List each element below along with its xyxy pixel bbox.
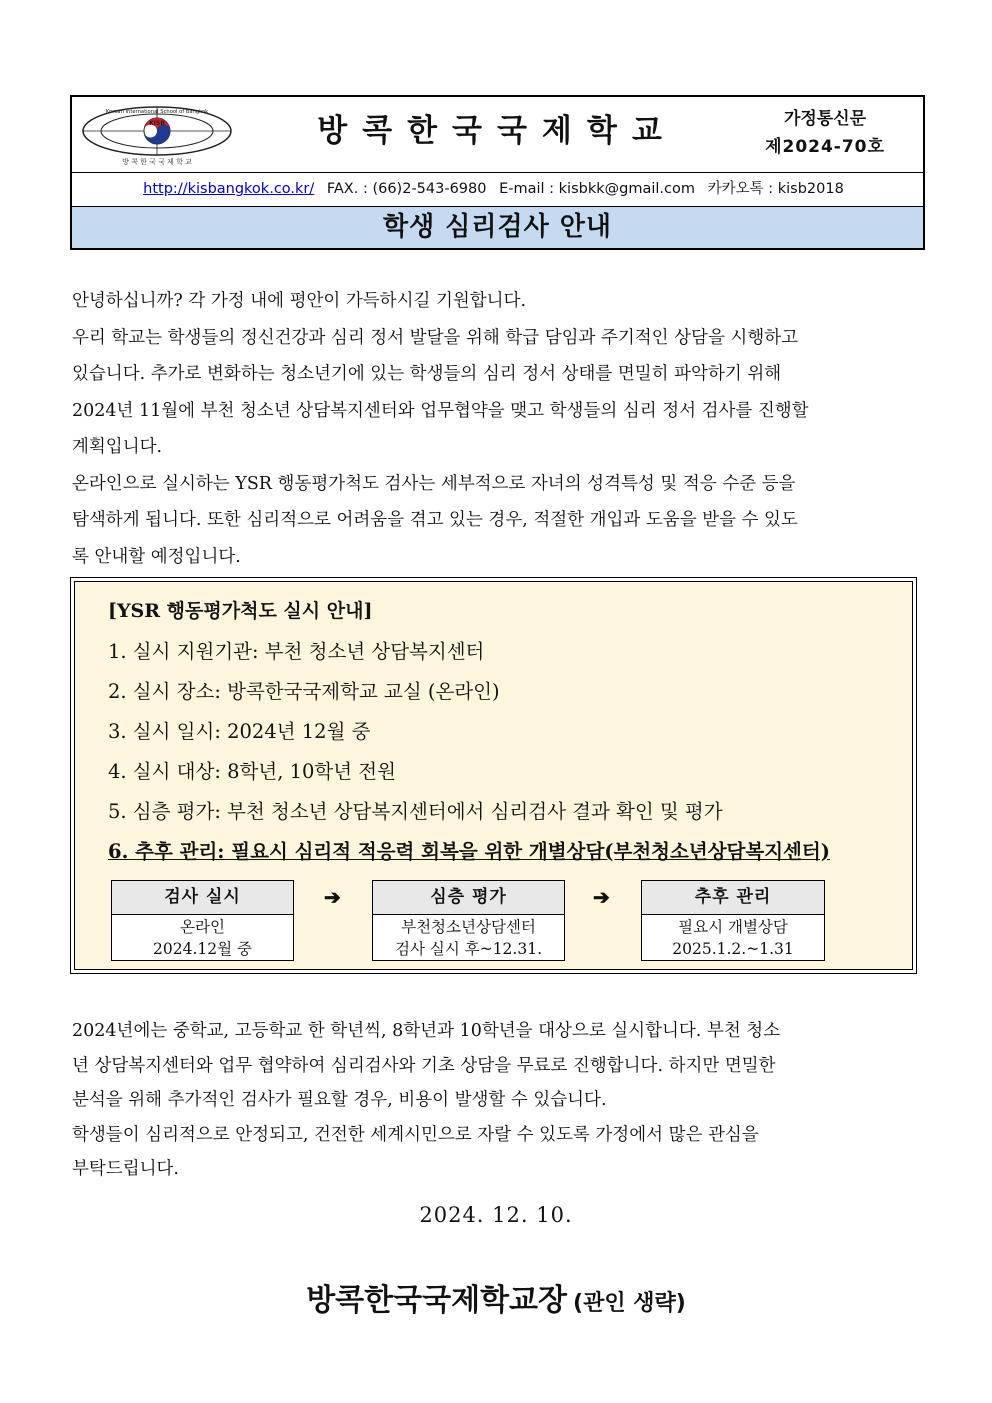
step-detail-line: 부천청소년상담센터 bbox=[401, 918, 536, 936]
principal-signature bbox=[0, 1275, 992, 1319]
ysr-info-panel bbox=[74, 581, 913, 970]
text-line: 학생들이 심리적으로 안정되고, 건전한 세계시민으로 자랄 수 있도록 가정에서 많은 관심을 bbox=[72, 1124, 759, 1145]
text-line: 년 상담복지센터와 업무 협약하여 심리검사와 기초 상담을 무료로 진행합니다. 하지만 면밀한 bbox=[72, 1055, 776, 1076]
text-line: 우리 학교는 학생들의 정신건강과 심리 정서 발달을 위해 학급 담임과 주기적인 상담을 시행하고 bbox=[72, 327, 799, 348]
text-line: 있습니다. 추가로 변화하는 청소년기에 있는 학생들의 심리 정서 상태를 면밀히 파악하기 위해 bbox=[72, 364, 782, 384]
info-item-evaluation: 5. 심층 평가: 부천 청소년 상담복지센터에서 심리검사 결과 확인 및 평가 bbox=[108, 800, 723, 823]
document-title: 학생 심리검사 안내 bbox=[72, 207, 923, 248]
info-item-followup: 6. 추후 관리: 필요시 심리적 적응력 회복을 위한 개별상담(부천청소년상담복지센터) bbox=[108, 840, 830, 863]
info-item-location: 2. 실시 장소: 방콕한국국제학교 교실 (온라인) bbox=[108, 680, 500, 703]
step-title: 심층 평가 bbox=[373, 881, 564, 915]
info-item-date: 3. 실시 일시: 2024년 12월 중 bbox=[108, 720, 371, 743]
step-box-test bbox=[111, 880, 294, 961]
intro-paragraphs bbox=[72, 283, 922, 575]
email-address: E-mail : kisbkk@gmail.com bbox=[499, 181, 695, 197]
website-link[interactable]: http://kisbangkok.co.kr/ bbox=[143, 181, 315, 197]
step-detail-line: 온라인 bbox=[180, 918, 225, 936]
newsletter-info bbox=[745, 105, 905, 161]
newsletter-header bbox=[70, 95, 925, 250]
contact-row bbox=[72, 172, 923, 207]
issue-date: 2024. 12. 10. bbox=[419, 1203, 573, 1227]
step-details bbox=[373, 915, 564, 960]
kakao-id: 카카오톡 : kisb2018 bbox=[707, 181, 844, 197]
info-item-target: 4. 실시 대상: 8학년, 10학년 전원 bbox=[108, 760, 396, 783]
arrow-right-icon: ➔ bbox=[324, 885, 341, 909]
closing-paragraphs bbox=[72, 1014, 922, 1187]
text-line: 2024년 11월에 부천 청소년 상담복지센터와 업무협약을 맺고 학생들의 심리 정서 검사를 진행할 bbox=[72, 400, 809, 421]
header-top-row bbox=[72, 97, 923, 173]
info-item-agency: 1. 실시 지원기관: 부천 청소년 상담복지센터 bbox=[108, 640, 485, 663]
step-details bbox=[112, 915, 293, 960]
fax-number: FAX. : (66)2-543-6980 bbox=[326, 181, 487, 197]
step-detail-line: 필요시 개별상담 bbox=[678, 918, 788, 936]
step-detail-line: 2024.12월 중 bbox=[153, 940, 252, 958]
arrow-right-icon: ➔ bbox=[593, 885, 610, 909]
ysr-info-box bbox=[70, 577, 917, 974]
text-line: 탐색하게 됩니다. 또한 심리적으로 어려움을 겪고 있는 경우, 적절한 개입과 도움을 받을 수 있도 bbox=[72, 510, 798, 530]
text-line: 부탁드립니다. bbox=[72, 1159, 179, 1179]
seal-note: (관인 생략) bbox=[573, 1291, 686, 1316]
text-line: 계획입니다. bbox=[72, 437, 163, 457]
step-detail-line: 2025.1.2.~1.31 bbox=[672, 940, 794, 958]
text-line: 2024년에는 중학교, 고등학교 한 학년씩, 8학년과 10학년을 대상으로 실시합니다. 부천 청소 bbox=[72, 1021, 781, 1041]
step-title: 추후 관리 bbox=[642, 881, 824, 915]
signature-name: 방콕한국국제학교장 bbox=[306, 1283, 568, 1318]
info-heading: [YSR 행동평가척도 실시 안내] bbox=[108, 600, 373, 622]
issue-number: 제2024-70호 bbox=[765, 137, 885, 157]
school-name: 방콕한국국제학교 bbox=[317, 113, 677, 149]
text-line: 온라인으로 실시하는 YSR 행동평가척도 검사는 세부적으로 자녀의 성격특성 및 적응 수준 등을 bbox=[72, 473, 796, 494]
step-box-followup bbox=[641, 880, 825, 961]
logo-abbreviation: KISB bbox=[149, 120, 165, 127]
text-line: 안녕하십니까? 각 가정 내에 평안이 가득하시길 기원합니다. bbox=[72, 291, 527, 311]
step-title: 검사 실시 bbox=[112, 881, 293, 915]
text-line: 분석을 위해 추가적인 검사가 필요할 경우, 비용이 발생할 수 있습니다. bbox=[72, 1090, 607, 1110]
step-details bbox=[642, 915, 824, 960]
newsletter-label: 가정통신문 bbox=[783, 109, 867, 129]
step-box-evaluation bbox=[372, 880, 565, 961]
text-line: 록 안내할 예정입니다. bbox=[72, 546, 241, 567]
step-detail-line: 검사 실시 후~12.31. bbox=[394, 940, 542, 958]
school-logo bbox=[80, 104, 235, 166]
logo-english-text: Korean International School of Bangkok bbox=[105, 109, 209, 115]
logo-korean-text: 방 콕 한 국 국 제 학 교 bbox=[122, 158, 192, 166]
